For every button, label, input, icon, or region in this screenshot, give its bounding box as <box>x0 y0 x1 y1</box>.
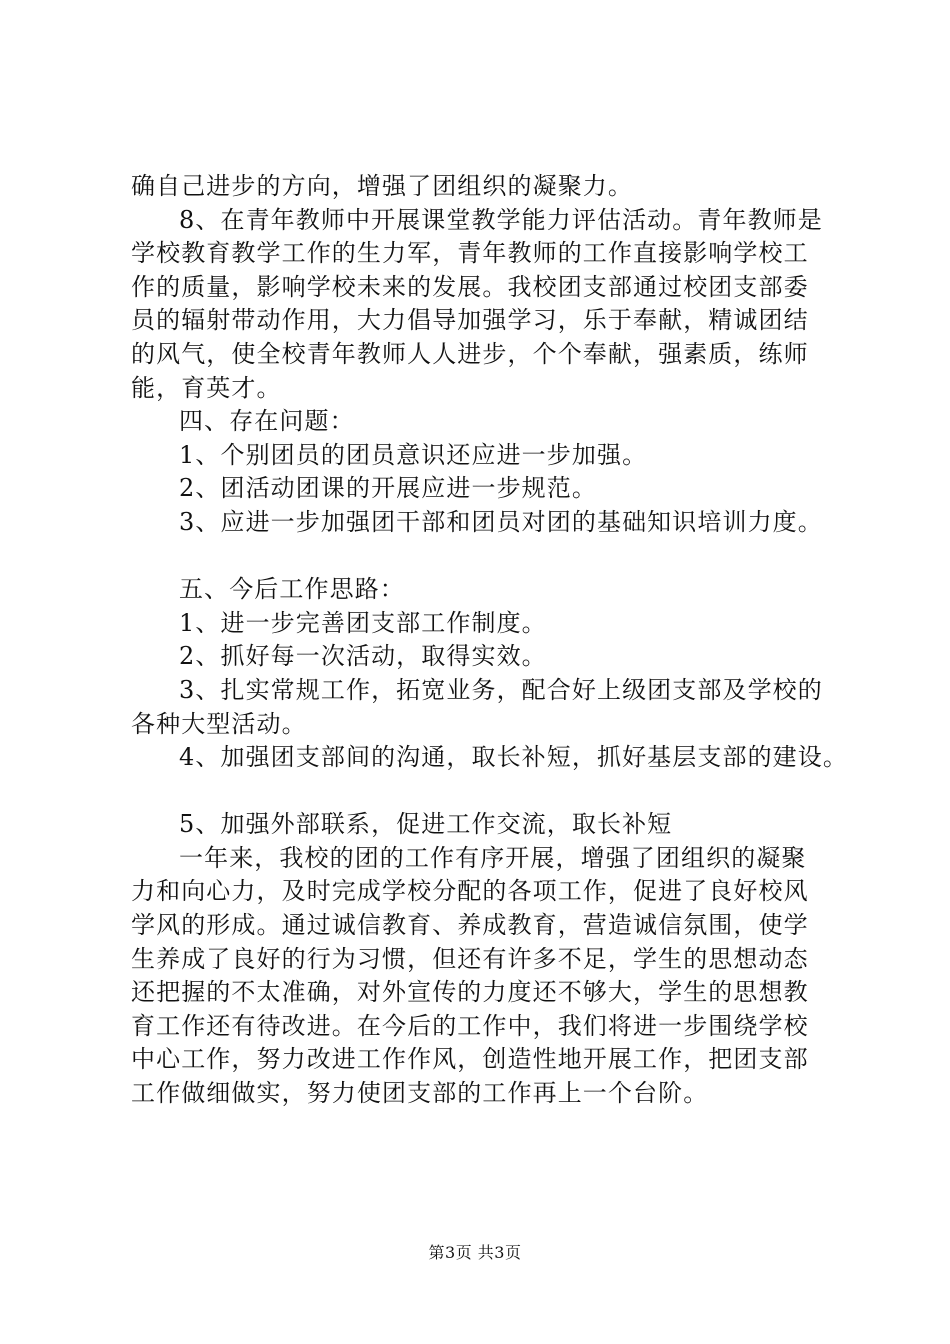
paragraph-line: 生养成了良好的行为习惯，但还有许多不足，学生的思想动态 <box>131 944 809 973</box>
paragraph-line: 各种大型活动。 <box>131 709 307 738</box>
paragraph-line: 力和向心力，及时完成学校分配的各项工作，促进了良好校风 <box>131 877 809 906</box>
paragraph-spacer <box>131 775 831 809</box>
paragraph-line: 能，育英才。 <box>131 373 282 402</box>
section-heading-future-work: 五、今后工作思路： <box>179 575 405 604</box>
list-item: 5、加强外部联系，促进工作交流，取长补短 <box>179 810 673 839</box>
list-item-8: 8、在青年教师中开展课堂教学能力评估活动。青年教师是 <box>179 205 823 234</box>
document-body <box>131 170 848 1111</box>
list-item: 2、团活动团课的开展应进一步规范。 <box>179 474 597 503</box>
paragraph-line: 的风气，使全校青年教师人人进步，个个奉献，强素质，练师 <box>131 339 809 368</box>
list-item: 1、个别团员的团员意识还应进一步加强。 <box>179 440 648 469</box>
paragraph-line: 还把握的不太准确，对外宣传的力度还不够大，学生的思想教 <box>131 978 809 1007</box>
paragraph-line: 学风的形成。通过诚信教育、养成教育，营造诚信氛围，使学 <box>131 911 809 940</box>
paragraph-line: 育工作还有待改进。在今后的工作中，我们将进一步围绕学校 <box>131 1011 809 1040</box>
list-item: 3、扎实常规工作，拓宽业务，配合好上级团支部及学校的 <box>179 675 823 704</box>
list-item: 2、抓好每一次活动，取得实效。 <box>179 642 547 671</box>
page-number-footer: 第3页 共3页 <box>428 1243 522 1262</box>
paragraph-line: 作的质量，影响学校未来的发展。我校团支部通过校团支部委 <box>131 272 809 301</box>
list-item: 4、加强团支部间的沟通，取长补短，抓好基层支部的建设。 <box>179 743 848 772</box>
paragraph-line: 学校教育教学工作的生力军，青年教师的工作直接影响学校工 <box>131 239 809 268</box>
paragraph-line: 确自己进步的方向，增强了团组织的凝聚力。 <box>131 172 633 200</box>
section-heading-problems: 四、存在问题： <box>179 407 355 436</box>
paragraph-line: 员的辐射带动作用，大力倡导加强学习，乐于奉献，精诚团结 <box>131 306 809 335</box>
paragraph-line: 工作做细做实，努力使团支部的工作再上一个台阶。 <box>131 1079 709 1108</box>
paragraph-spacer <box>131 540 831 574</box>
paragraph-line: 中心工作，努力改进工作作风，创造性地开展工作，把团支部 <box>131 1045 809 1074</box>
list-item: 3、应进一步加强团干部和团员对团的基础知识培训力度。 <box>179 507 823 536</box>
summary-paragraph-start: 一年来，我校的团的工作有序开展，增强了团组织的凝聚 <box>179 843 807 872</box>
list-item: 1、进一步完善团支部工作制度。 <box>179 608 547 637</box>
